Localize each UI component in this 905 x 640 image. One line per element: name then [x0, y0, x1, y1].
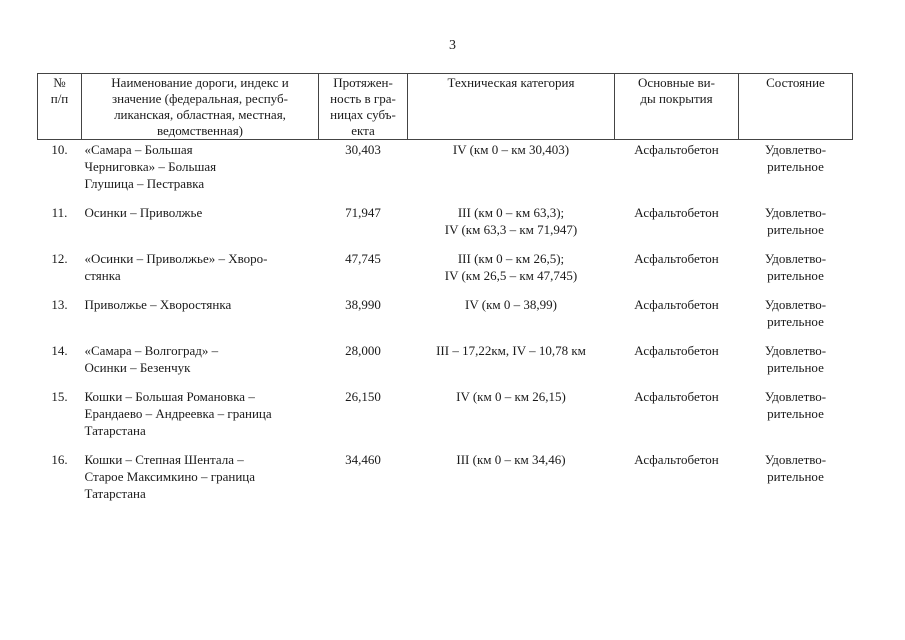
page-number: 3 [449, 38, 456, 53]
coverage-type: Асфальтобетон [634, 251, 719, 266]
road-state: Удовлетво- рительное [764, 251, 827, 283]
table-row [38, 296, 853, 342]
header-num: № п/п [38, 74, 82, 140]
road-state: Удовлетво- рительное [764, 343, 827, 375]
roads-table [37, 73, 853, 514]
road-state: Удовлетво- рительное [764, 389, 827, 421]
road-length: 26,150 [345, 389, 381, 404]
table-header [38, 74, 853, 140]
road-length: 71,947 [345, 205, 381, 220]
technical-category: III (км 0 – км 34,46) [456, 452, 566, 467]
table-row [38, 388, 853, 451]
header-name: Наименование дороги, индекс и значение (федеральная, респуб- ликанская, областная, местная, ведомственная) [82, 74, 319, 140]
coverage-type: Асфальтобетон [634, 205, 719, 220]
road-name: Осинки – Приволжье [84, 205, 203, 220]
coverage-type: Асфальтобетон [634, 389, 719, 404]
table-row [38, 204, 853, 250]
road-length: 38,990 [345, 297, 381, 312]
road-name: «Самара – Большая Черниговка» – Большая Глушица – Пестравка [84, 142, 217, 191]
table-row [38, 451, 853, 514]
road-length: 34,460 [345, 452, 381, 467]
coverage-type: Асфальтобетон [634, 297, 719, 312]
row-number: 15. [51, 389, 68, 404]
row-number: 13. [51, 297, 68, 312]
coverage-type: Асфальтобетон [634, 343, 719, 358]
coverage-type: Асфальтобетон [634, 142, 719, 157]
technical-category: IV (км 0 – км 26,15) [456, 389, 566, 404]
road-name: Кошки – Большая Романовка – Ерандаево – Андреевка – граница Татарстана [84, 389, 272, 438]
table-row [38, 140, 853, 205]
row-number: 10. [51, 142, 68, 157]
header-coverage: Основные ви- ды покрытия [615, 74, 739, 140]
header-length: Протяжен- ность в гра- ницах субъ- екта [319, 74, 408, 140]
road-name: «Осинки – Приволжье» – Хворо- стянка [84, 251, 268, 283]
road-name: «Самара – Волгоград» – Осинки – Безенчук [84, 343, 219, 375]
header-row [38, 74, 853, 140]
road-length: 30,403 [345, 142, 381, 157]
row-number: 14. [51, 343, 68, 358]
technical-category: III (км 0 – км 26,5); IV (км 26,5 – км 47,745) [444, 251, 578, 283]
road-state: Удовлетво- рительное [764, 142, 827, 174]
road-state: Удовлетво- рительное [764, 452, 827, 484]
road-state: Удовлетво- рительное [764, 205, 827, 237]
table-row [38, 342, 853, 388]
road-length: 28,000 [345, 343, 381, 358]
road-length: 47,745 [345, 251, 381, 266]
row-number: 16. [51, 452, 68, 467]
table-body [38, 140, 853, 515]
table-row [38, 250, 853, 296]
coverage-type: Асфальтобетон [634, 452, 719, 467]
technical-category: IV (км 0 – 38,99) [465, 297, 557, 312]
technical-category: III – 17,22км, IV – 10,78 км [436, 343, 586, 358]
row-number: 12. [51, 251, 68, 266]
road-state: Удовлетво- рительное [764, 297, 827, 329]
header-category: Техническая категория [408, 74, 615, 140]
technical-category: III (км 0 – км 63,3); IV (км 63,3 – км 71,947) [444, 205, 578, 237]
road-name: Приволжье – Хворостянка [84, 297, 232, 312]
header-state: Состояние [739, 74, 853, 140]
road-name: Кошки – Степная Шентала – Старое Максимкино – граница Татарстана [84, 452, 256, 501]
technical-category: IV (км 0 – км 30,403) [452, 142, 570, 157]
row-number: 11. [51, 205, 68, 220]
